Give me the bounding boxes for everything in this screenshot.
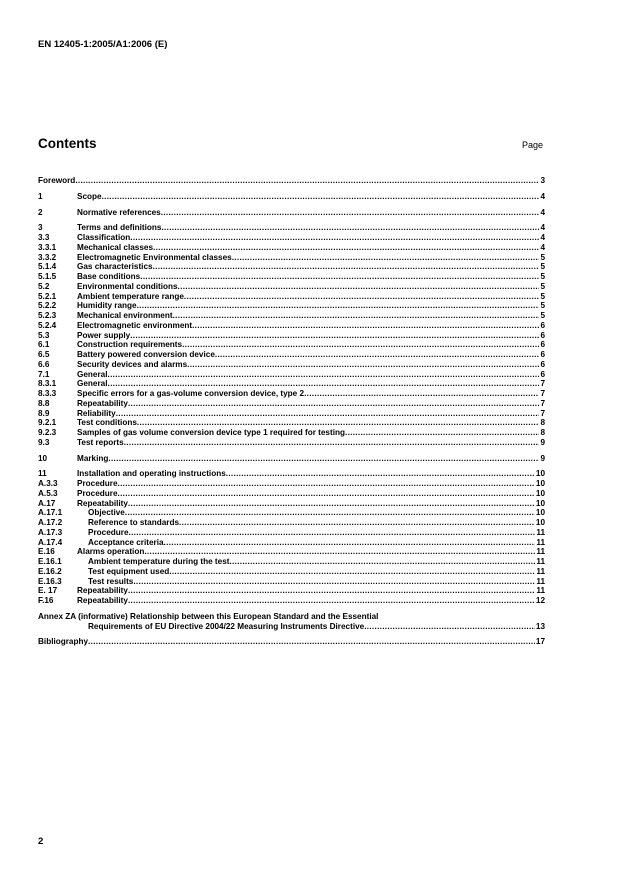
leader-dots <box>116 409 540 419</box>
toc-section-number: A.17.1 <box>38 508 63 518</box>
leader-dots <box>179 518 535 528</box>
toc-section-title: Ambient temperature range <box>77 291 184 301</box>
toc-entry[interactable] <box>38 253 545 263</box>
toc-section-title: Repeatability <box>77 586 128 596</box>
leader-dots <box>345 428 539 438</box>
toc-page-number: 6 <box>540 369 545 379</box>
toc-section-number: 11 <box>38 469 47 479</box>
toc-section-title: Security devices and alarms <box>77 359 188 369</box>
toc-section-number: 5.2 <box>38 281 50 291</box>
toc-section-number: 3.3 <box>38 233 50 242</box>
toc-section-title: Humidity range <box>77 301 137 311</box>
annex-title-line2: Requirements of EU Directive 2004/22 Measuring Instruments Directive <box>88 621 365 631</box>
toc-section-title: Scope <box>77 191 102 201</box>
toc-section-number: 3.3.1 <box>38 242 57 252</box>
toc-entry[interactable] <box>38 479 545 489</box>
toc-entry[interactable] <box>38 438 545 448</box>
toc-entry[interactable] <box>38 428 545 438</box>
toc-page-number: 5 <box>540 291 545 301</box>
leader-dots <box>226 469 535 479</box>
annex-title-line1: Annex ZA (informative) Relationship between this European Standard and the Essential <box>38 611 379 621</box>
toc-entry[interactable] <box>38 577 545 587</box>
toc-entry[interactable] <box>38 454 545 464</box>
leader-dots <box>128 596 535 606</box>
toc-entry[interactable] <box>38 399 545 409</box>
leader-dots <box>364 622 535 632</box>
toc-entry[interactable] <box>38 418 545 428</box>
leader-dots <box>144 547 535 557</box>
toc-entry[interactable] <box>38 176 545 186</box>
toc-page-number: 8 <box>540 428 545 437</box>
toc-page-number: 11 <box>536 576 545 586</box>
toc-section-number: 6.6 <box>38 359 50 369</box>
toc-section-title: Repeatability <box>77 596 128 605</box>
leader-dots <box>169 567 535 577</box>
leader-dots <box>161 223 539 233</box>
toc-page-number: 11 <box>536 527 545 537</box>
toc-page-number: 9 <box>540 453 545 463</box>
toc-page-number: 7 <box>540 408 545 418</box>
toc-entry[interactable] <box>38 292 545 302</box>
toc-entry[interactable] <box>38 469 545 479</box>
toc-section-title: Ambient temperature during the test <box>88 557 230 566</box>
toc-section-number: 6.5 <box>38 350 50 359</box>
toc-section-number: E.16.1 <box>38 557 62 566</box>
leader-dots <box>129 528 536 538</box>
toc-section-title: Mechanical environment <box>77 311 173 320</box>
toc-section-number: 8.3.3 <box>38 389 57 398</box>
toc-page-number: 6 <box>540 359 545 369</box>
toc-section-title: Objective <box>88 508 125 518</box>
toc-section-number: Foreword <box>38 176 76 185</box>
page-title: Contents <box>38 136 97 151</box>
toc-entry[interactable] <box>38 528 545 538</box>
toc-entry[interactable] <box>38 538 545 548</box>
leader-dots <box>137 301 540 311</box>
toc-section-title: Reference to standards <box>88 518 180 527</box>
toc-section-number: 5.2.3 <box>38 311 57 320</box>
toc-entry[interactable] <box>38 409 545 419</box>
toc-entry[interactable] <box>38 370 545 380</box>
toc-entry[interactable] <box>38 208 545 218</box>
toc-entry[interactable] <box>38 389 545 399</box>
toc-page-number: 5 <box>540 262 545 272</box>
toc-entry[interactable] <box>38 360 545 370</box>
toc-section-title: Procedure <box>77 488 118 498</box>
toc-section-number: A.17 <box>38 498 56 508</box>
toc-page-number: 5 <box>540 281 545 291</box>
toc-page-number: 8 <box>540 418 545 428</box>
toc-entry[interactable] <box>38 262 545 272</box>
toc-section-number: 5.2.2 <box>38 301 57 311</box>
leader-dots <box>128 399 539 409</box>
toc-section-title: Acceptance criteria <box>88 537 164 547</box>
toc-page-number: 6 <box>540 330 545 340</box>
toc-entry[interactable] <box>38 350 545 360</box>
toc-section-number: E. 17 <box>38 586 58 596</box>
toc-section-title: Classification <box>77 233 131 242</box>
toc-section-number: E.16.3 <box>38 576 62 586</box>
toc-section-title: Procedure <box>77 479 118 488</box>
toc-page-number: 6 <box>540 320 545 330</box>
toc-entry[interactable] <box>38 192 545 202</box>
toc-section-title: Marking <box>77 453 109 463</box>
toc-section-number: 1 <box>38 191 43 201</box>
toc-entry[interactable] <box>38 223 545 233</box>
toc-page-number: 4 <box>540 223 545 233</box>
toc-section-title: Repeatability <box>77 398 128 408</box>
leader-dots <box>304 389 539 399</box>
toc-entry[interactable] <box>38 243 545 253</box>
leader-dots <box>140 272 539 282</box>
toc-section-title: Battery powered conversion device <box>77 350 215 359</box>
toc-entries <box>38 176 545 606</box>
toc-page-number: 10 <box>535 518 545 527</box>
toc-page-number: 12 <box>535 596 545 605</box>
leader-dots <box>133 577 535 587</box>
toc-section-title: Construction requirements <box>77 340 183 350</box>
toc-section-title: Test conditions <box>77 418 137 428</box>
leader-dots <box>229 557 535 567</box>
toc-page-number: 7 <box>540 398 545 408</box>
toc-entry[interactable] <box>38 340 545 350</box>
toc-page-number: 9 <box>540 437 545 447</box>
toc-entry[interactable] <box>38 233 545 243</box>
toc-section-title: Specific errors for a gas-volume conversion device, type 2 <box>77 389 305 398</box>
bibliography-page-number: 17 <box>535 637 545 647</box>
leader-dots <box>75 176 539 186</box>
toc-section-number: E.16.2 <box>38 566 62 576</box>
toc-page-number: 5 <box>540 301 545 311</box>
leader-dots <box>130 233 539 243</box>
toc-section-number: 2 <box>38 207 43 217</box>
toc-section-number: 8.3.1 <box>38 379 57 389</box>
toc-section-number: A.5.3 <box>38 488 58 498</box>
toc-page-number: 11 <box>536 537 545 547</box>
page-column-label: Page <box>522 140 544 150</box>
leader-dots <box>192 321 539 331</box>
toc-page-number: 4 <box>540 191 545 201</box>
leader-dots <box>153 262 540 272</box>
leader-dots <box>215 350 540 360</box>
toc-entry[interactable] <box>38 489 545 499</box>
toc-entry[interactable] <box>38 596 545 606</box>
toc-section-title: Power supply <box>77 330 131 340</box>
leader-dots <box>173 311 540 321</box>
table-of-contents <box>38 176 545 647</box>
leader-dots <box>124 438 540 448</box>
toc-section-title: Repeatability <box>77 498 128 508</box>
leader-dots <box>153 243 539 253</box>
toc-page-number: 5 <box>540 272 545 281</box>
toc-page-number: 4 <box>540 207 545 217</box>
toc-section-number: 5.3 <box>38 330 50 340</box>
leader-dots <box>108 379 540 389</box>
toc-page-number: 10 <box>535 498 545 508</box>
toc-entry[interactable] <box>38 586 545 596</box>
leader-dots <box>187 360 539 370</box>
toc-entry[interactable] <box>38 311 545 321</box>
toc-section-title: Electromagnetic environment <box>77 320 193 330</box>
leader-dots <box>232 253 540 263</box>
leader-dots <box>118 489 535 499</box>
leader-dots <box>128 499 535 509</box>
toc-entry[interactable] <box>38 379 545 389</box>
toc-section-title: Normative references <box>77 207 161 217</box>
leader-dots <box>178 282 540 292</box>
toc-page-number: 4 <box>540 233 545 242</box>
leader-dots <box>128 586 535 596</box>
toc-section-number: 3 <box>38 223 43 233</box>
toc-section-title: General <box>77 369 108 379</box>
toc-page-number: 3 <box>540 176 545 185</box>
toc-section-title: Reliability <box>77 408 116 418</box>
toc-section-title: Test reports <box>77 437 124 447</box>
toc-section-number: 8.8 <box>38 398 50 408</box>
toc-section-title: Test results <box>88 576 134 586</box>
toc-section-number: 7.1 <box>38 369 50 379</box>
toc-page-number: 10 <box>535 479 545 488</box>
toc-section-number: 5.1.4 <box>38 262 57 272</box>
toc-entry-annex-za[interactable] <box>38 612 545 632</box>
toc-section-title: Mechanical classes <box>77 242 154 252</box>
toc-section-title: Electromagnetic Environmental classes <box>77 252 232 262</box>
toc-page-number: 6 <box>540 340 545 350</box>
toc-page-number: 6 <box>540 350 545 359</box>
leader-dots <box>88 637 535 647</box>
toc-entry[interactable] <box>38 272 545 282</box>
leader-dots <box>108 370 540 380</box>
toc-section-title: General <box>77 379 108 389</box>
leader-dots <box>130 331 539 341</box>
toc-section-number: 9.3 <box>38 437 50 447</box>
toc-section-title: Alarms operation <box>77 547 145 557</box>
toc-entry[interactable] <box>38 508 545 518</box>
toc-page-number: 5 <box>540 311 545 320</box>
toc-section-number: 3.3.2 <box>38 252 57 262</box>
toc-entry[interactable] <box>38 518 545 528</box>
leader-dots <box>118 479 535 489</box>
toc-page-number: 10 <box>535 469 545 479</box>
toc-section-title: Terms and definitions <box>77 223 162 233</box>
leader-dots <box>137 418 540 428</box>
toc-page-number: 11 <box>536 547 545 557</box>
toc-section-title: Installation and operating instructions <box>77 469 226 479</box>
toc-page-number: 11 <box>536 557 545 566</box>
leader-dots <box>102 192 540 202</box>
toc-section-title: Gas characteristics <box>77 262 153 272</box>
toc-entry-bibliography[interactable] <box>38 637 545 647</box>
toc-page-number: 4 <box>540 242 545 252</box>
toc-entry[interactable] <box>38 301 545 311</box>
toc-section-number: 5.2.4 <box>38 320 57 330</box>
toc-entry[interactable] <box>38 557 545 567</box>
toc-section-title: Environmental conditions <box>77 281 178 291</box>
toc-entry[interactable] <box>38 547 545 557</box>
toc-entry[interactable] <box>38 331 545 341</box>
leader-dots <box>184 292 540 302</box>
toc-section-number: 6.1 <box>38 340 50 350</box>
toc-page-number: 11 <box>536 586 545 596</box>
toc-section-number: E.16 <box>38 547 55 557</box>
toc-entry[interactable] <box>38 321 545 331</box>
toc-section-number: 8.9 <box>38 408 50 418</box>
page-number: 2 <box>38 836 44 847</box>
toc-section-title: Procedure <box>88 527 129 537</box>
leader-dots <box>161 208 540 218</box>
toc-page-number: 11 <box>536 566 545 576</box>
toc-section-number: 5.2.1 <box>38 291 57 301</box>
leader-dots <box>108 454 539 464</box>
toc-page-number: 7 <box>540 389 545 398</box>
toc-entry[interactable] <box>38 282 545 292</box>
toc-section-number: A.3.3 <box>38 479 58 488</box>
toc-entry[interactable] <box>38 499 545 509</box>
bibliography-title: Bibliography <box>38 637 89 647</box>
toc-section-number: F.16 <box>38 596 54 605</box>
leader-dots <box>164 538 536 548</box>
toc-section-number: A.17.4 <box>38 537 63 547</box>
toc-section-number: 9.2.3 <box>38 428 57 437</box>
toc-section-title: Samples of gas volume conversion device type 1 required for testing <box>77 428 345 437</box>
toc-section-number: 10 <box>38 453 48 463</box>
toc-section-number: A.17.2 <box>38 518 63 527</box>
toc-section-number: 5.1.5 <box>38 272 57 281</box>
toc-page-number: 7 <box>540 379 545 389</box>
toc-section-number: A.17.3 <box>38 527 63 537</box>
toc-entry[interactable] <box>38 567 545 577</box>
leader-dots <box>182 340 539 350</box>
annex-page-number: 13 <box>535 621 545 631</box>
toc-section-title: Test equipment used <box>88 566 170 576</box>
document-id: EN 12405-1:2005/A1:2006 (E) <box>38 39 168 50</box>
toc-section-title: Base conditions <box>77 272 141 281</box>
leader-dots <box>125 508 535 518</box>
toc-page-number: 5 <box>540 252 545 262</box>
toc-page-number: 10 <box>535 508 545 518</box>
toc-page-number: 10 <box>535 488 545 498</box>
toc-section-number: 9.2.1 <box>38 418 57 428</box>
